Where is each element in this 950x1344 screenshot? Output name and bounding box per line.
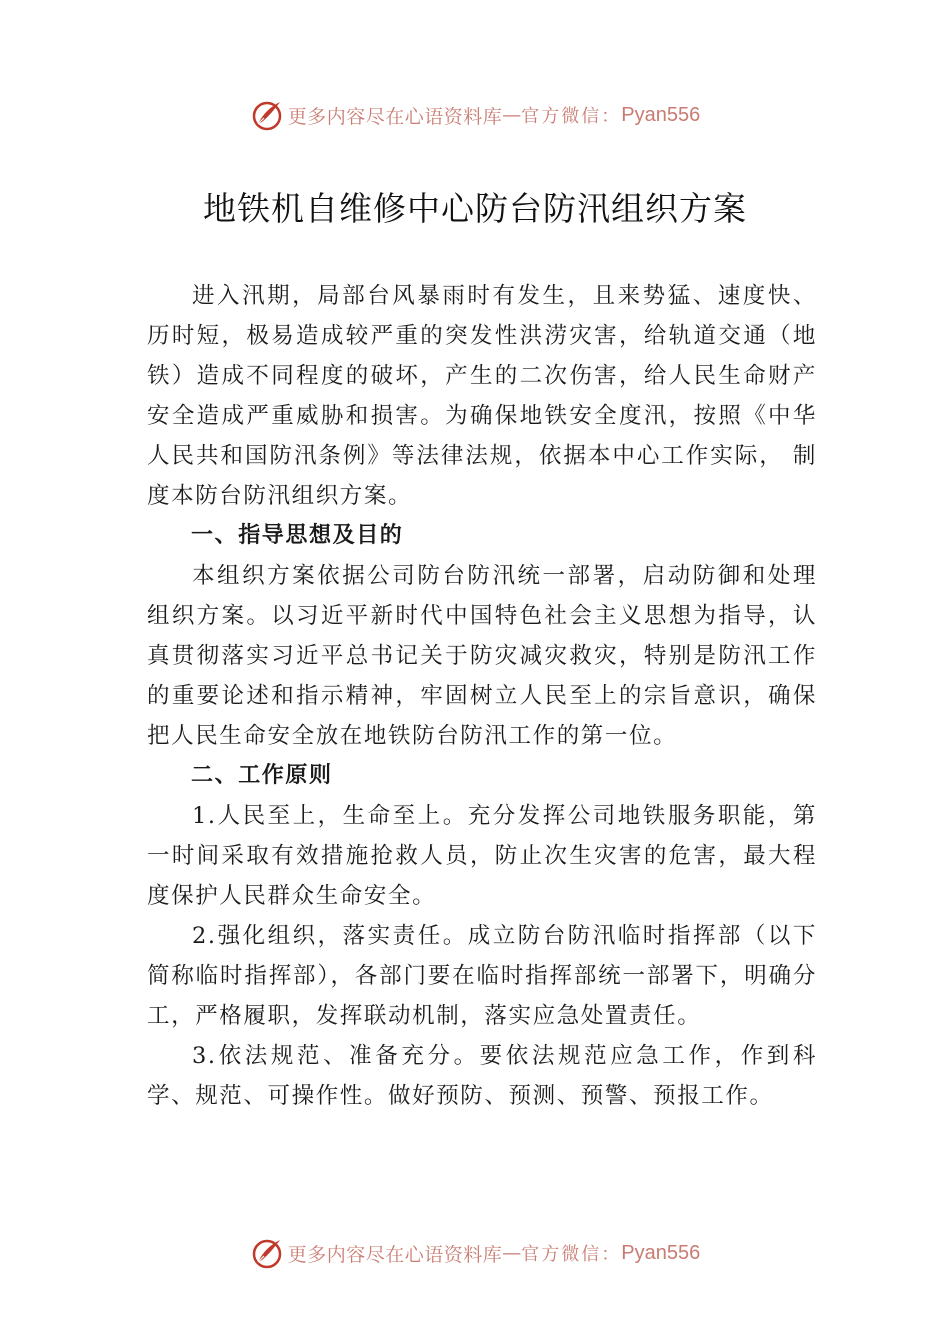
watermark-text: 更多内容尽在心语资料库 xyxy=(287,105,503,128)
watermark-separator: — xyxy=(502,104,522,126)
principle-item-2: 2.强化组织，落实责任。成立防台防汛临时指挥部（以下简称临时指挥部），各部门要在临时指挥部统一部署下，明确分工，严格履职，发挥联动机制，落实应急处置责任。 xyxy=(147,923,817,1029)
quill-logo-icon xyxy=(250,98,284,132)
principle-item-3: 3.依法规范、准备充分。要依法规范应急工作，作到科学、规范、可操作性。做好预防、预测、预警、预报工作。 xyxy=(147,1043,817,1109)
section-heading-work-principles: 二、工作原则 xyxy=(191,763,333,788)
quill-logo-icon xyxy=(250,1236,284,1270)
watermark-label: 官方微信： xyxy=(521,1244,622,1265)
watermark-id: Pyan556 xyxy=(621,103,701,126)
intro-paragraph: 进入汛期，局部台风暴雨时有发生，且来势猛、速度快、历时短，极易造成较严重的突发性洪涝灾害，给轨道交通（地铁）造成不同程度的破坏，产生的二次伤害，给人民生命财产安全造成严重威胁和损害。为确保地铁安全度汛，按照《中华人民共和国防汛条例》等法律法规，依据本中心工作实际， 制度本防台防汛组织方案。 xyxy=(147,283,817,509)
principle-item-1: 1.人民至上，生命至上。充分发挥公司地铁服务职能，第一时间采取有效措施抢救人员，防止次生灾害的危害，最大程度保护人民群众生命安全。 xyxy=(147,803,817,909)
watermark-text: 更多内容尽在心语资料库 xyxy=(287,1243,503,1266)
section-heading-guiding-ideology: 一、指导思想及目的 xyxy=(191,523,404,548)
document-body xyxy=(147,276,817,1116)
document-title: 地铁机自维修中心防台防汛组织方案 xyxy=(203,189,747,228)
guiding-ideology-paragraph: 本组织方案依据公司防台防汛统一部署，启动防御和处理组织方案。以习近平新时代中国特色社会主义思想为指导，认真贯彻落实习近平总书记关于防灾减灾救灾，特别是防汛工作的重要论述和指示精神，牢固树立人民至上的宗旨意识，确保把人民生命安全放在地铁防台防汛工作的第一位。 xyxy=(147,563,817,749)
watermark-separator: — xyxy=(502,1242,522,1264)
watermark-footer xyxy=(0,1233,950,1273)
watermark-header xyxy=(0,95,950,135)
watermark-id: Pyan556 xyxy=(621,1241,701,1264)
watermark-label: 官方微信： xyxy=(521,106,622,127)
